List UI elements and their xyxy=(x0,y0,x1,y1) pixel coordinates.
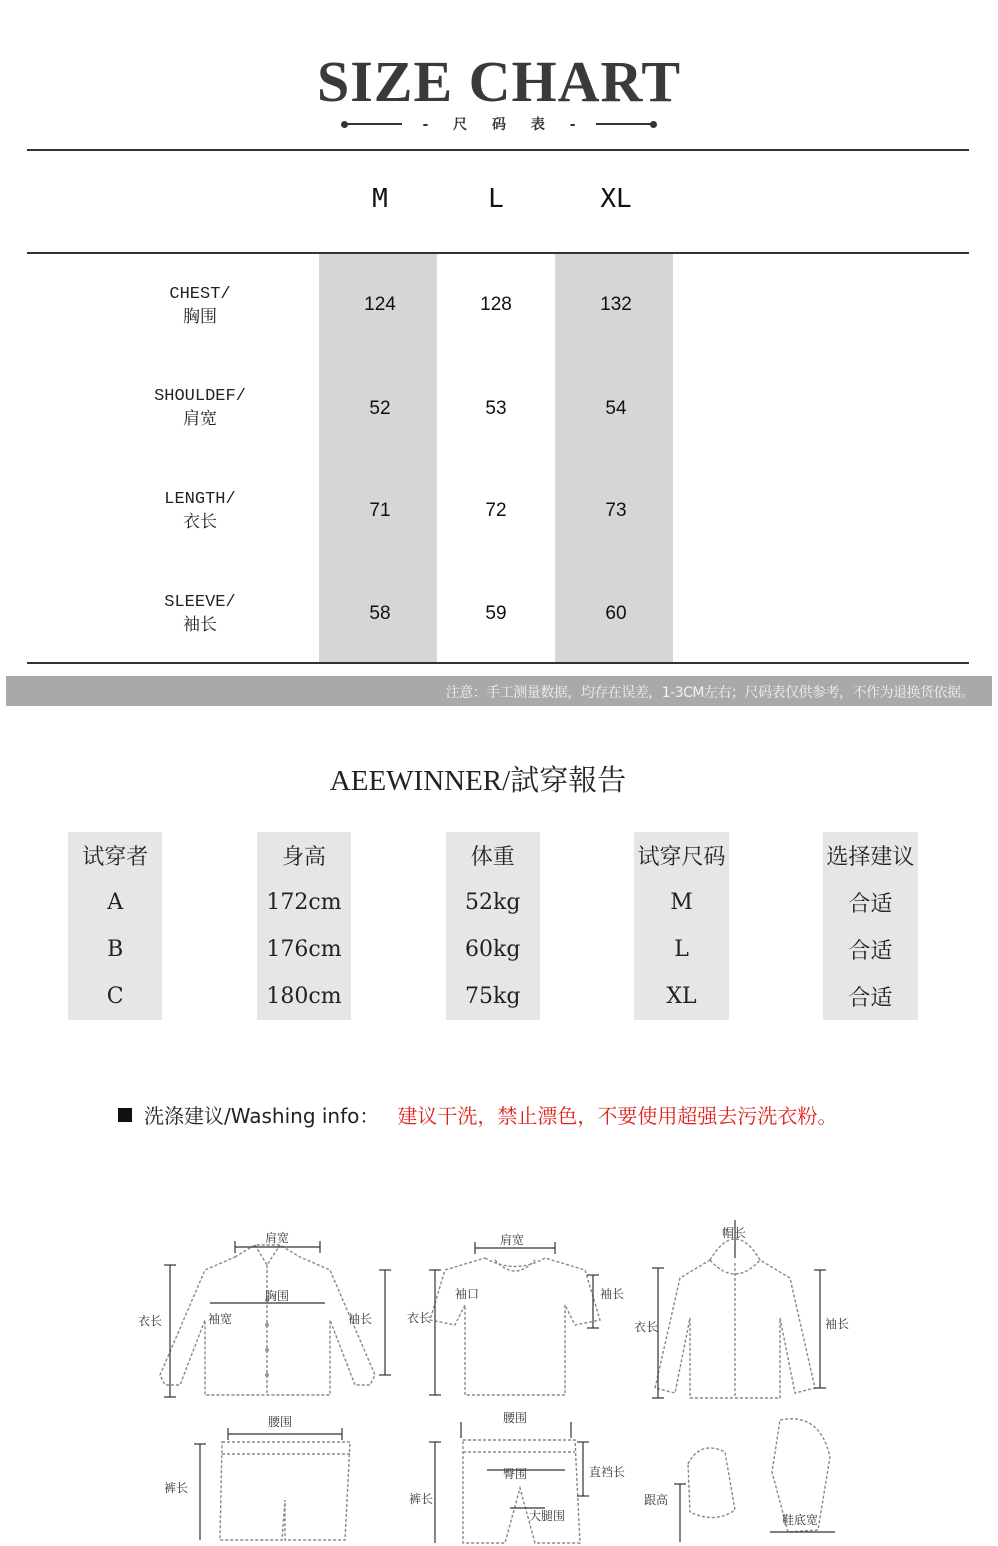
table-row xyxy=(68,926,918,973)
table-header: 身高 xyxy=(257,832,351,879)
washing-label: 洗涤建议/Washing info： xyxy=(144,1104,380,1128)
table-cell: 73 xyxy=(605,500,627,521)
table-cell: 52 xyxy=(369,398,391,419)
diagram-label: 臀围 xyxy=(503,1467,528,1481)
diagram-label: 裤长 xyxy=(409,1492,434,1506)
table-cell: C xyxy=(68,973,162,1020)
table-header: 体重 xyxy=(446,832,540,879)
size-header-l: L xyxy=(488,184,504,214)
diagram-label: 袖长 xyxy=(600,1287,625,1301)
hoodie-diagram xyxy=(630,1218,850,1403)
table-cell: 128 xyxy=(480,294,512,315)
decorative-line xyxy=(344,123,402,125)
diagram-label: 腰围 xyxy=(268,1415,293,1429)
row-label-length: LENGTH/ 衣长 xyxy=(164,490,236,533)
diagram-label: 袖宽 xyxy=(208,1312,233,1326)
shorts-diagram xyxy=(160,1410,360,1544)
row-label-chest: CHEST/ 胸围 xyxy=(169,285,231,328)
table-header: 试穿尺码 xyxy=(634,832,728,879)
diagram-label: 帽长 xyxy=(722,1226,747,1240)
table-cell: 71 xyxy=(369,500,391,521)
table-cell: 54 xyxy=(605,398,627,419)
table-cell: 75kg xyxy=(446,973,540,1020)
table-cell: 58 xyxy=(369,603,391,624)
diagram-label: 衣长 xyxy=(138,1314,163,1328)
diagram-label: 直裆长 xyxy=(589,1465,626,1479)
table-cell: A xyxy=(68,879,162,926)
washing-advice: 建议干洗，禁止漂色，不要使用超强去污洗衣粉。 xyxy=(397,1104,838,1128)
report-title: AEEWINNER/試穿報告 xyxy=(329,765,627,797)
square-bullet-icon xyxy=(118,1108,132,1122)
diagram-label: 裤长 xyxy=(164,1481,189,1495)
diagram-label: 鞋底宽 xyxy=(782,1513,819,1527)
subtitle-row xyxy=(0,114,998,134)
page-subtitle: - 尺 码 表 - xyxy=(422,117,586,133)
try-on-table xyxy=(68,832,918,1020)
table-cell: 合适 xyxy=(823,926,917,973)
diagram-label: 腰围 xyxy=(503,1411,528,1425)
page-title: SIZE CHART xyxy=(316,49,682,114)
diagram-label: 跟高 xyxy=(644,1493,669,1507)
table-cell: M xyxy=(634,879,728,926)
table-cell: 59 xyxy=(485,603,507,624)
table-row xyxy=(68,879,918,926)
table-cell: 52kg xyxy=(446,879,540,926)
diagram-label: 胸围 xyxy=(265,1289,290,1303)
divider xyxy=(27,149,969,151)
table-cell: 合适 xyxy=(823,973,917,1020)
table-cell: 124 xyxy=(364,294,396,315)
table-cell: 60kg xyxy=(446,926,540,973)
shoe-diagram xyxy=(640,1412,850,1544)
table-cell: 176cm xyxy=(257,926,351,973)
size-header-xl: XL xyxy=(600,184,632,214)
decorative-line xyxy=(596,123,654,125)
divider xyxy=(27,662,969,664)
table-cell: B xyxy=(68,926,162,973)
diagram-label: 衣长 xyxy=(634,1320,659,1334)
table-cell: 60 xyxy=(605,603,627,624)
table-cell: 172cm xyxy=(257,879,351,926)
pants-diagram xyxy=(405,1408,645,1544)
diagram-label: 袖长 xyxy=(825,1317,850,1331)
diagram-label: 衣长 xyxy=(407,1311,432,1325)
washing-info xyxy=(118,1100,837,1129)
table-cell: XL xyxy=(634,973,728,1020)
diagram-label: 大腿围 xyxy=(529,1509,566,1523)
table-header: 试穿者 xyxy=(68,832,162,879)
diagram-label: 肩宽 xyxy=(265,1231,290,1245)
divider xyxy=(27,252,969,254)
diagram-label: 肩宽 xyxy=(500,1233,525,1247)
table-cell: 180cm xyxy=(257,973,351,1020)
table-header: 选择建议 xyxy=(823,832,917,879)
size-header-m: M xyxy=(372,184,388,214)
table-cell: 72 xyxy=(485,500,507,521)
table-row xyxy=(68,973,918,1020)
table-cell: 合适 xyxy=(823,879,917,926)
note-bar xyxy=(6,676,992,706)
tshirt-diagram xyxy=(405,1230,635,1400)
row-label-shoulder: SHOULDEF/ 肩宽 xyxy=(154,387,246,430)
diagram-label: 袖口 xyxy=(455,1287,480,1301)
diagram-label: 袖长 xyxy=(348,1312,373,1326)
measurement-note: 注意：手工测量数据，均存在误差，1-3CM左右；尺码表仅供参考，不作为退换货依据。 xyxy=(445,685,974,701)
row-label-sleeve: SLEEVE/ 袖长 xyxy=(164,593,236,636)
table-cell: 132 xyxy=(600,294,632,315)
table-cell: L xyxy=(634,926,728,973)
table-header-row xyxy=(68,832,918,879)
shirt-diagram xyxy=(130,1225,405,1405)
table-cell: 53 xyxy=(485,398,507,419)
